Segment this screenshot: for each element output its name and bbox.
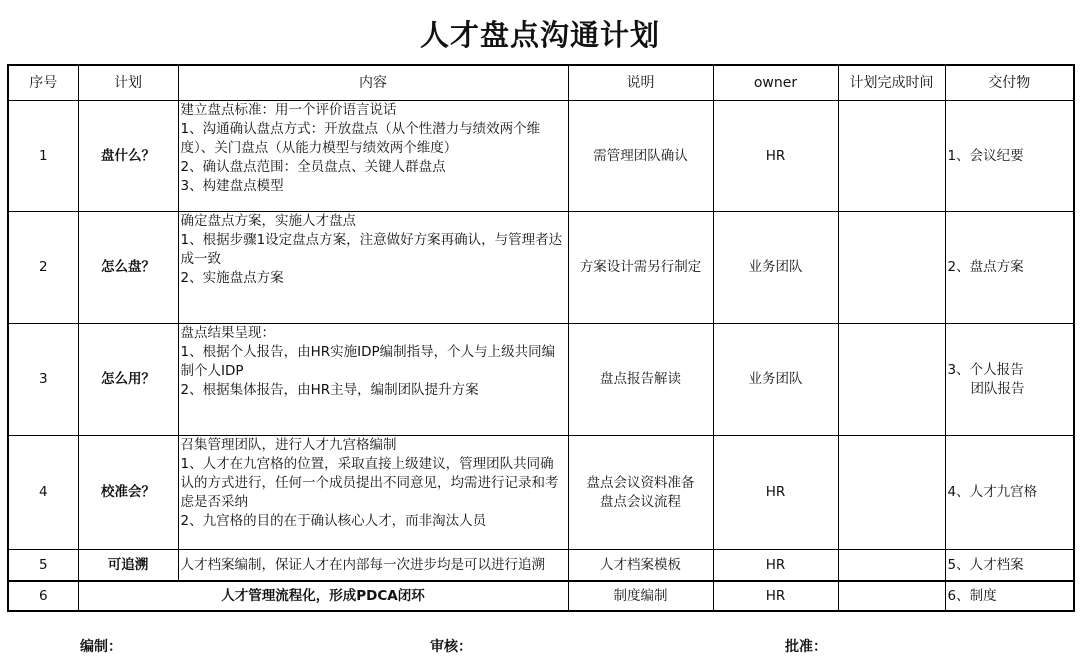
note-line: 盘点报告解读 [600, 371, 681, 387]
row-plan: 盘什么？ [78, 101, 178, 212]
row-no: 6 [8, 581, 78, 611]
row-due [838, 324, 945, 436]
table-row [8, 581, 1074, 611]
row-no: 4 [8, 436, 78, 550]
row-content [178, 324, 568, 436]
content-line: 2、实施盘点方案 [180, 270, 284, 286]
content-line: 1、根据步骤1设定盘点方案，注意做好方案再确认，与管理者达成一致 [180, 232, 563, 267]
row-owner: HR [713, 436, 838, 550]
row-no: 2 [8, 212, 78, 324]
note-line: 盘点会议资料准备 [586, 474, 695, 491]
table-row [8, 101, 1074, 212]
content-line: 1、人才在九宫格的位置，采取直接上级建议，管理团队共同确认的方式进行，任何一个成员提出不同意见，均需进行记录和考虑是否采纳 [180, 456, 559, 510]
header-plan: 计划 [78, 65, 178, 101]
row-owner: HR [713, 550, 838, 582]
row-note [568, 324, 713, 436]
header-deliverables: 交付物 [945, 65, 1074, 101]
deliverable-item: 5、人才档案 [947, 556, 1024, 573]
row-deliverables [945, 324, 1074, 436]
row-content [178, 436, 568, 550]
row-deliverables [945, 550, 1074, 582]
header-content: 内容 [178, 65, 568, 101]
table-row [8, 324, 1074, 436]
row-due [838, 436, 945, 550]
content-line: 3、构建盘点模型 [180, 178, 284, 194]
table-row [8, 212, 1074, 324]
row-note [568, 581, 713, 611]
header-due: 计划完成时间 [838, 65, 945, 101]
row-owner: 业务团队 [713, 324, 838, 436]
footer-compiled-by: 编制： [80, 639, 122, 655]
row-no: 5 [8, 550, 78, 582]
content-line: 2、根据集体报告，由HR主导，编制团队提升方案 [180, 382, 479, 398]
row-content [178, 101, 568, 212]
footer-approved-by: 批准： [785, 639, 827, 655]
content-line: 1、根据个人报告，由HR实施IDP编制指导，个人与上级共同编制个人IDP [180, 344, 556, 379]
content-line: 2、九宫格的目的在于确认核心人才，而非淘汰人员 [180, 513, 487, 529]
row-plan: 可追溯 [78, 550, 178, 582]
row-note [568, 436, 713, 550]
row-note [568, 212, 713, 324]
header-no: 序号 [8, 65, 78, 101]
row-content [178, 550, 568, 582]
row-deliverables [945, 436, 1074, 550]
row-note [568, 550, 713, 582]
content-line: 1、沟通确认盘点方式：开放盘点（从个性潜力与绩效两个维度）、关门盘点（从能力模型与绩效两个维度） [180, 121, 541, 156]
note-line: 需管理团队确认 [593, 147, 688, 164]
table-header-row [8, 65, 1074, 101]
deliverable-item: 3、个人报告 [947, 361, 1024, 378]
row-owner: HR [713, 581, 838, 611]
row-due [838, 550, 945, 582]
row-no: 3 [8, 324, 78, 436]
deliverable-item: 6、制度 [947, 587, 997, 604]
row-deliverables [945, 212, 1074, 324]
content-line: 盘点结果呈现： [180, 325, 275, 341]
content-line: 2、确认盘点范围：全员盘点、关键人群盘点 [180, 159, 446, 175]
note-line: 方案设计需另行制定 [579, 259, 702, 275]
note-line: 人才档案模板 [600, 556, 681, 573]
deliverable-item: 4、人才九宫格 [947, 484, 1038, 500]
plan-table [7, 64, 1075, 612]
row-owner: HR [713, 101, 838, 212]
row-plan: 校准会？ [78, 436, 178, 550]
header-owner: owner [713, 65, 838, 101]
row-deliverables [945, 581, 1074, 611]
table-row [8, 436, 1074, 550]
row-note [568, 101, 713, 212]
content-line: 建立盘点标准：用一个评价语言说话 [180, 102, 397, 118]
note-line: 盘点会议流程 [600, 493, 681, 510]
row-content [178, 212, 568, 324]
row-plan-merged: 人才管理流程化，形成PDCA闭环 [78, 581, 568, 611]
row-plan: 怎么用？ [78, 324, 178, 436]
deliverable-item: 1、会议纪要 [947, 147, 1024, 164]
row-no: 1 [8, 101, 78, 212]
row-due [838, 212, 945, 324]
content-line: 确定盘点方案，实施人才盘点 [180, 213, 356, 229]
note-line: 制度编制 [613, 587, 668, 604]
row-owner: 业务团队 [713, 212, 838, 324]
row-plan: 怎么盘？ [78, 212, 178, 324]
deliverable-item: 2、盘点方案 [947, 259, 1024, 275]
content-line: 人才档案编制，保证人才在内部每一次进步均是可以进行追溯 [180, 556, 545, 573]
table-row [8, 550, 1074, 582]
header-note: 说明 [568, 65, 713, 101]
document-title: 人才盘点沟通计划 [419, 18, 660, 52]
row-due [838, 581, 945, 611]
footer-reviewed-by: 审核： [430, 639, 472, 655]
content-line: 召集管理团队，进行人才九宫格编制 [180, 437, 397, 453]
row-due [838, 101, 945, 212]
row-deliverables [945, 101, 1074, 212]
deliverable-item: 团队报告 [970, 380, 1025, 397]
